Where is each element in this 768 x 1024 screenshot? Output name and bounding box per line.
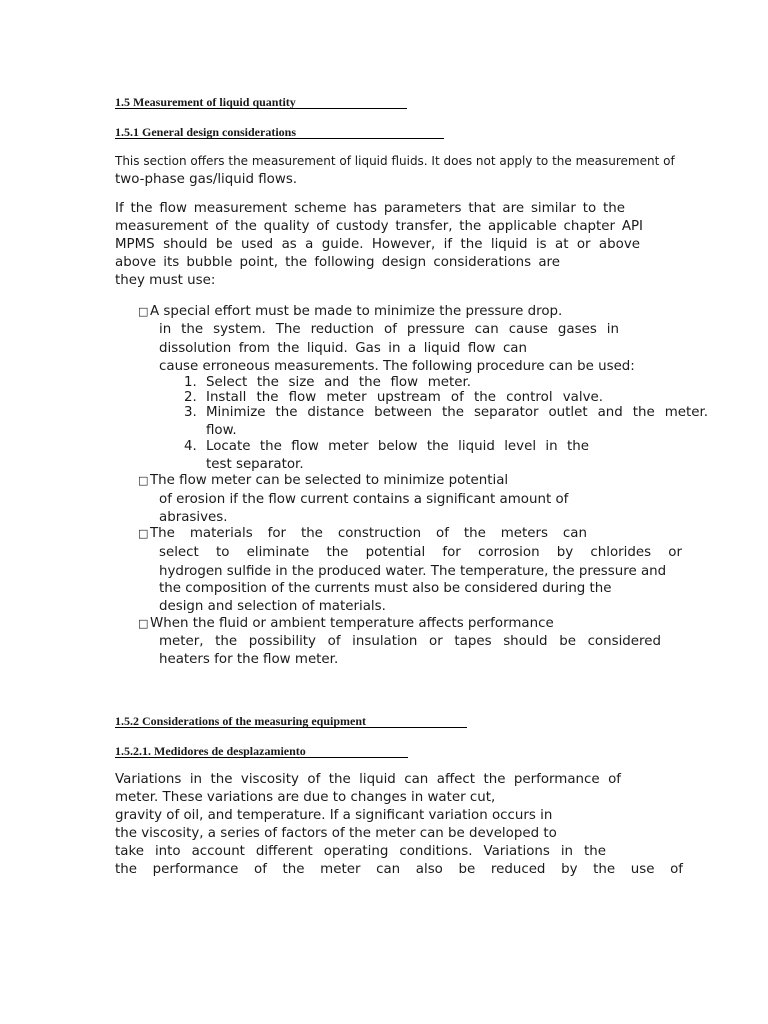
- paragraph-line: take into account different operating conditions. Variations in the: [115, 844, 606, 859]
- step-text: test separator.: [206, 457, 304, 472]
- heading-underline: [115, 757, 408, 758]
- bullet-line: of erosion if the flow current contains a significant amount of: [159, 492, 569, 507]
- paragraph-line: they must use:: [115, 273, 216, 288]
- heading-underline: [115, 727, 467, 728]
- paragraph-line: the viscosity, a series of factors of the meter can be developed to: [115, 826, 557, 841]
- heading-underline: [115, 108, 407, 109]
- bullet-icon: □: [138, 617, 149, 630]
- paragraph-line: Variations in the viscosity of the liquid can affect the performance of: [115, 772, 621, 787]
- bullet-icon: □: [138, 527, 149, 540]
- step-number: 1.: [184, 375, 197, 390]
- section-heading-1-5-2-1: 1.5.2.1. Medidores de desplazamiento: [115, 744, 306, 758]
- bullet-line: the composition of the currents must also be considered during the: [159, 581, 612, 596]
- bullet-line: abrasives.: [159, 510, 228, 525]
- step-number: 3.: [184, 405, 197, 420]
- bullet-icon: □: [138, 474, 149, 487]
- bullet-line: The materials for the construction of the meters can: [150, 526, 587, 541]
- paragraph-line: MPMS should be used as a guide. However, if the liquid is at or above: [115, 237, 640, 252]
- paragraph-line: If the flow measurement scheme has parameters that are similar to the: [115, 201, 625, 216]
- paragraph-line: above its bubble point, the following design considerations are: [115, 255, 560, 270]
- step-text: Select the size and the flow meter.: [206, 375, 471, 390]
- bullet-line: design and selection of materials.: [159, 599, 386, 614]
- section-heading-1-5-1: 1.5.1 General design considerations: [115, 125, 297, 139]
- section-heading-1-5-2: 1.5.2 Considerations of the measuring equipment: [115, 714, 367, 728]
- bullet-line: The flow meter can be selected to minimize potential: [150, 473, 509, 488]
- bullet-line: meter, the possibility of insulation or tapes should be considered: [159, 634, 661, 649]
- bullet-line: select to eliminate the potential for corrosion by chlorides or: [159, 545, 682, 560]
- bullet-line: cause erroneous measurements. The following procedure can be used:: [159, 359, 635, 374]
- step-text: Locate the flow meter below the liquid level in the: [206, 439, 589, 454]
- paragraph-line: meter. These variations are due to changes in water cut,: [115, 790, 496, 805]
- step-text: flow.: [206, 423, 237, 438]
- paragraph-line: gravity of oil, and temperature. If a significant variation occurs in: [115, 808, 553, 823]
- paragraph-line: the performance of the meter can also be reduced by the use of: [115, 862, 683, 877]
- step-number: 2.: [184, 390, 197, 405]
- bullet-line: A special effort must be made to minimize the pressure drop.: [150, 304, 563, 319]
- section-heading-1-5: 1.5 Measurement of liquid quantity: [115, 95, 296, 109]
- step-number: 4.: [184, 439, 197, 454]
- bullet-line: When the fluid or ambient temperature affects performance: [150, 616, 554, 631]
- step-text: Minimize the distance between the separator outlet and the meter.: [206, 405, 708, 420]
- step-text: Install the flow meter upstream of the control valve.: [206, 390, 603, 405]
- bullet-line: in the system. The reduction of pressure can cause gases in: [159, 322, 619, 337]
- heading-underline: [115, 138, 444, 139]
- intro-line: This section offers the measurement of liquid fluids. It does not apply to the measurement of: [115, 154, 675, 168]
- bullet-line: heaters for the flow meter.: [159, 652, 339, 667]
- intro-line: two-phase gas/liquid flows.: [115, 172, 298, 187]
- bullet-icon: □: [138, 305, 149, 318]
- bullet-line: hydrogen sulfide in the produced water. The temperature, the pressure and: [159, 564, 667, 579]
- bullet-line: dissolution from the liquid. Gas in a liquid flow can: [159, 341, 527, 356]
- paragraph-line: measurement of the quality of custody transfer, the applicable chapter API: [115, 219, 643, 234]
